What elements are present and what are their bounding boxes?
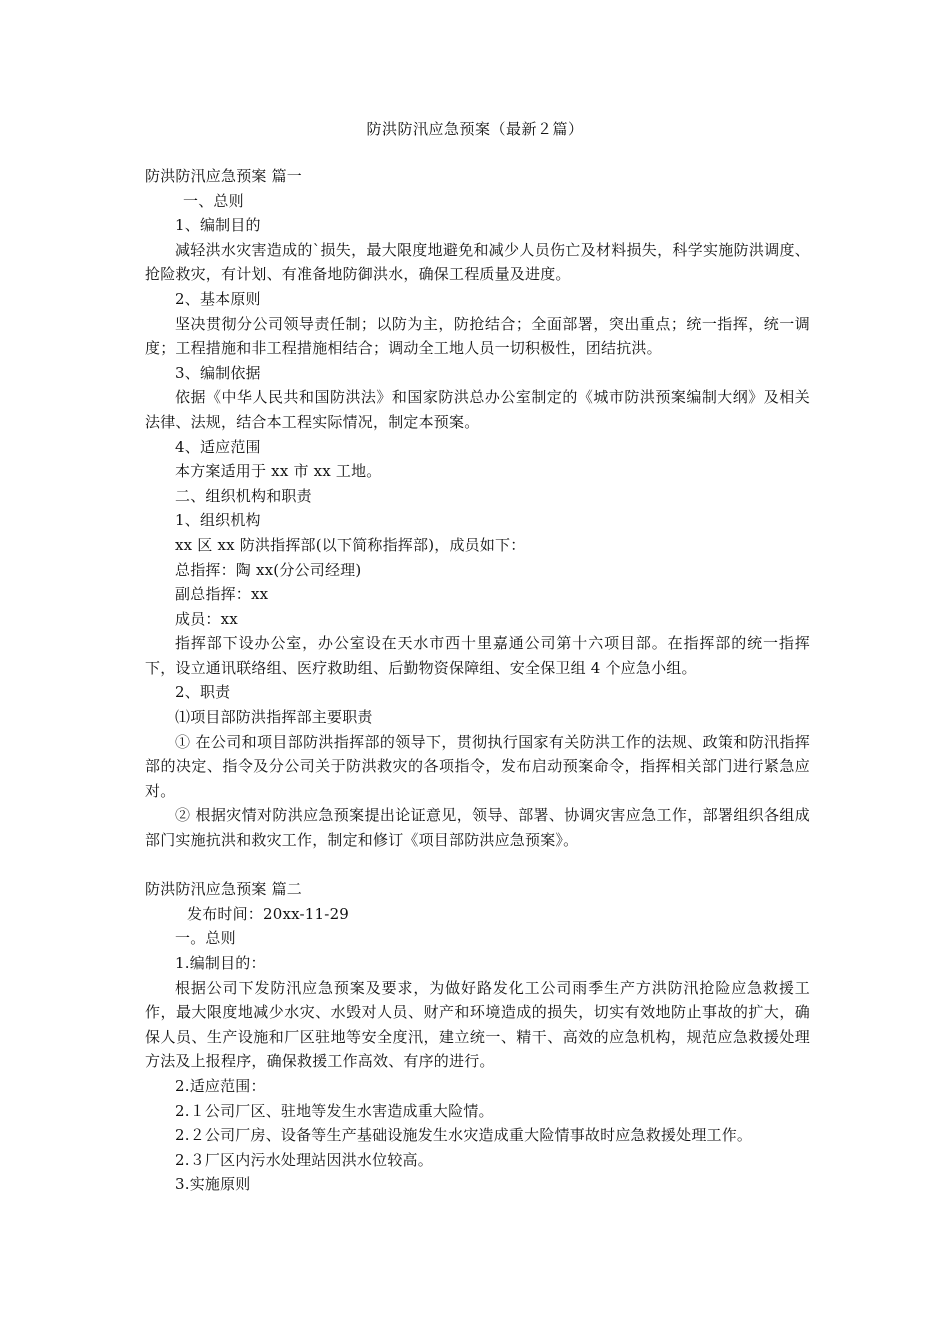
section-heading: 一、总则 bbox=[183, 191, 244, 210]
subsection-heading: 4、适应范围 bbox=[175, 437, 261, 456]
paragraph: 副总指挥：xx bbox=[175, 585, 269, 604]
paragraph: 本方案适用于 xx 市 xx 工地。 bbox=[175, 462, 382, 481]
section-heading: 二、组织机构和职责 bbox=[175, 486, 312, 505]
subsection-heading: 3、编制依据 bbox=[175, 363, 261, 382]
publish-date: 发布时间：20xx-11-29 bbox=[187, 904, 350, 923]
spacer bbox=[145, 853, 810, 878]
paragraph: 指挥部下设办公室，办公室设在天水市西十里嘉通公司第十六项目部。在指挥部的统一指挥下，设立通讯联络组、医疗救助组、后勤物资保障组、安全保卫组 4 个应急小组。 bbox=[145, 634, 810, 677]
subsection-heading: 3.实施原则 bbox=[175, 1175, 251, 1194]
paragraph: ① 在公司和项目部防洪指挥部的领导下，贯彻执行国家有关防洪工作的法规、政策和防汛指挥部的决定、指令及分公司关于防洪救灾的各项指令，发布启动预案命令，指挥相关部门进行紧急应对。 bbox=[145, 732, 810, 800]
paragraph: 总指挥：陶 xx(分公司经理) bbox=[175, 560, 362, 579]
subsection-heading: 1.编制目的： bbox=[175, 954, 266, 972]
paragraph: 减轻洪水灾害造成的`损失，最大限度地避免和减少人员伤亡及材料损失，科学实施防洪调度、抢险救灾，有计划、有准备地防御洪水，确保工程质量及进度。 bbox=[145, 240, 810, 284]
document-title: 防洪防汛应急预案（最新２篇） bbox=[366, 120, 584, 138]
paragraph: 成员：xx bbox=[175, 609, 238, 628]
subsection-heading: 2.适应范围： bbox=[175, 1076, 266, 1095]
paragraph: ⑴项目部防洪指挥部主要职责 bbox=[175, 708, 373, 727]
part2-heading: 防洪防汛应急预案 篇二 bbox=[145, 880, 302, 899]
paragraph: 坚决贯彻分公司领导责任制；以防为主，防抢结合；全面部署，突出重点；统一指挥，统一调度；工程措施和非工程措施相结合；调动全工地人员一切积极性，团结抗洪。 bbox=[145, 314, 810, 358]
paragraph: 2.２公司厂房、设备等生产基础设施发生水灾造成重大险情事故时应急救援处理工作。 bbox=[175, 1126, 753, 1145]
subsection-heading: 1、组织机构 bbox=[175, 511, 261, 530]
subsection-heading: 1、编制目的 bbox=[175, 216, 261, 235]
paragraph: 依据《中华人民共和国防洪法》和国家防洪总办公室制定的《城市防洪预案编制大纲》及相关法律、法规，结合本工程实际情况，制定本预案。 bbox=[145, 388, 810, 431]
paragraph: 2.３厂区内污水处理站因洪水位较高。 bbox=[175, 1150, 433, 1169]
subsection-heading: 2、基本原则 bbox=[175, 289, 261, 308]
paragraph: xx 区 xx 防洪指挥部(以下简称指挥部)，成员如下： bbox=[175, 535, 526, 554]
paragraph: ② 根据灾情对防洪应急预案提出论证意见，领导、部署、协调灾害应急工作，部署组织各组成部门实施抗洪和救灾工作，制定和修订《项目部防洪应急预案》。 bbox=[145, 806, 810, 850]
section-heading: 一。总则 bbox=[175, 929, 236, 948]
part1-heading: 防洪防汛应急预案 篇一 bbox=[145, 167, 302, 185]
document-body bbox=[145, 164, 810, 1197]
paragraph: 根据公司下发防汛应急预案及要求，为做好路发化工公司雨季生产方洪防汛抢险应急救援工作，最大限度地减少水灾、水毁对人员、财产和环境造成的损失，切实有效地防止事故的扩大，确保人员、生产设施和厂区驻地等安全度汛，建立统一、精干、高效的应急机构，规范应急救援处理方法及上报程序，确保救援工作高效、有序的进行。 bbox=[145, 978, 810, 1071]
subsection-heading: 2、职责 bbox=[175, 683, 231, 702]
paragraph: 2.１公司厂区、驻地等发生水害造成重大险情。 bbox=[175, 1101, 494, 1120]
